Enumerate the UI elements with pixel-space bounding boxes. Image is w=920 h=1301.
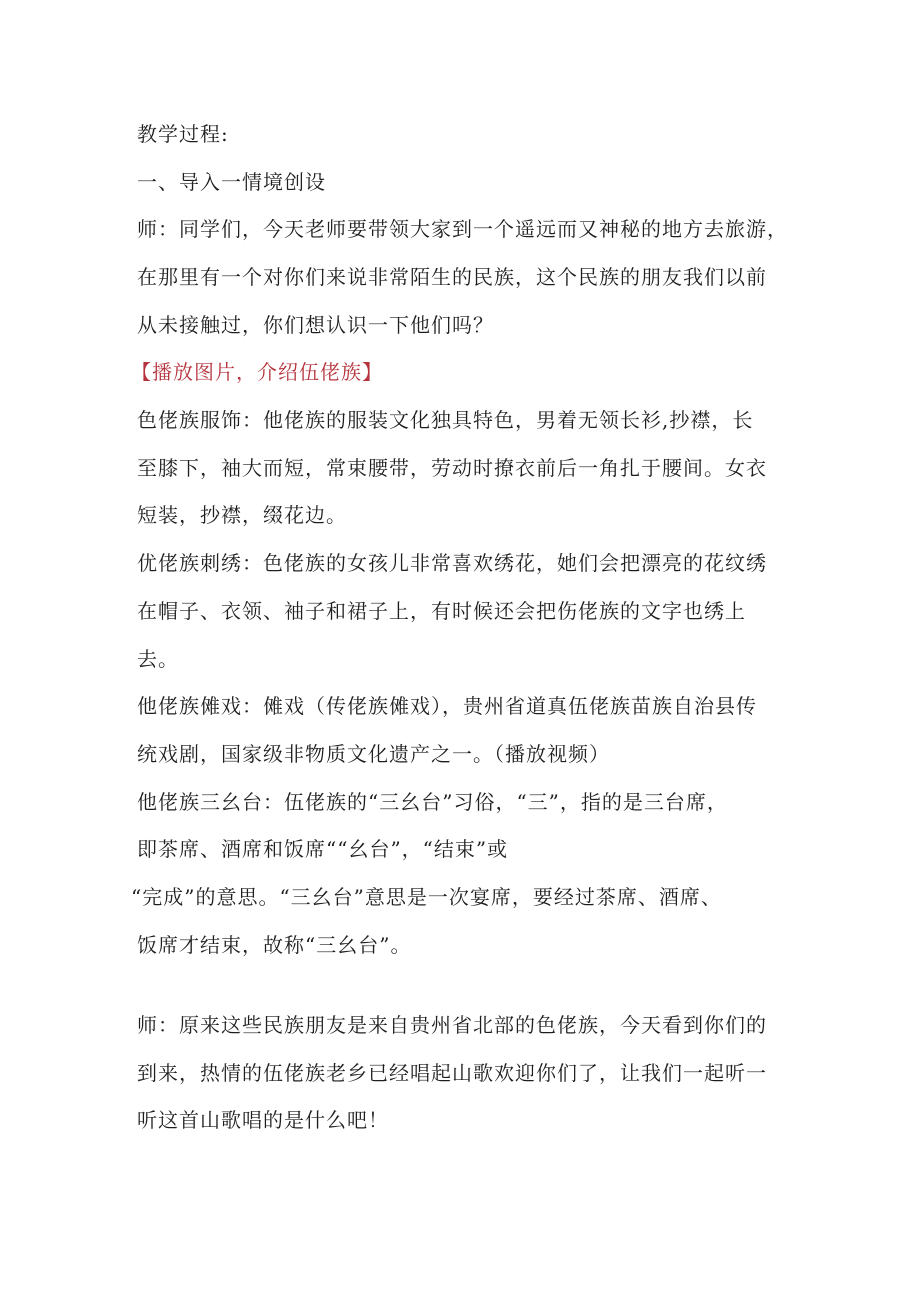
paragraph-line: 短装，抄襟，缀花边。 (137, 503, 347, 527)
paragraph-line: 师：同学们，今天老师要带领大家到一个遥远而又神秘的地方去旅游， (137, 217, 788, 241)
paragraph-line: “完成”的意思。“三幺台”意思是一次宴席，要经过茶席、酒席、 (131, 885, 722, 909)
media-instruction: 【播放图片，介绍伍佬族】 (131, 360, 383, 384)
paragraph-line: 优佬族刺绣：色佬族的女孩儿非常喜欢绣花，她们会把漂亮的花纹绣 (137, 551, 767, 575)
paragraph-line: 他佬族傩戏：傩戏（传佬族傩戏），贵州省道真伍佬族苗族自治县传 (137, 694, 757, 718)
paragraph-line: 到来，热情的伍佬族老乡已经唱起山歌欢迎你们了，让我们一起听一 (137, 1061, 767, 1085)
paragraph-line: 饭席才结束，故称“三幺台”。 (137, 933, 412, 957)
paragraph-line: 色佬族服饰：他佬族的服装文化独具特色，男着无领长衫,抄襟，长 (137, 408, 754, 432)
paragraph-line: 至膝下，袖大而短，常束腰带，劳动时撩衣前后一角扎于腰间。女衣 (137, 456, 767, 480)
paragraph-line: 师：原来这些民族朋友是来自贵州省北部的色佬族，今天看到你们的 (137, 1013, 767, 1037)
subsection-heading: 一、导入一情境创设 (137, 170, 326, 194)
paragraph-line: 听这首山歌唱的是什么吧！ (137, 1108, 389, 1132)
paragraph-line: 从未接触过，你们想认识一下他们吗？ (137, 313, 494, 337)
paragraph-line: 即茶席、酒席和饭席““幺台”，“结束”或 (137, 837, 509, 861)
paragraph-line: 他佬族三幺台：伍佬族的“三幺台”习俗，“三”，指的是三台席， (137, 790, 728, 814)
paragraph-line: 统戏剧，国家级非物质文化遗产之一。（播放视频） (137, 742, 610, 766)
paragraph-line: 在帽子、衣领、袖子和裙子上，有时候还会把伤佬族的文字也绣上 (137, 599, 746, 623)
paragraph-line: 去。 (137, 647, 179, 671)
paragraph-line: 在那里有一个对你们来说非常陌生的民族，这个民族的朋友我们以前 (137, 265, 767, 289)
section-heading: 教学过程: (137, 122, 229, 146)
